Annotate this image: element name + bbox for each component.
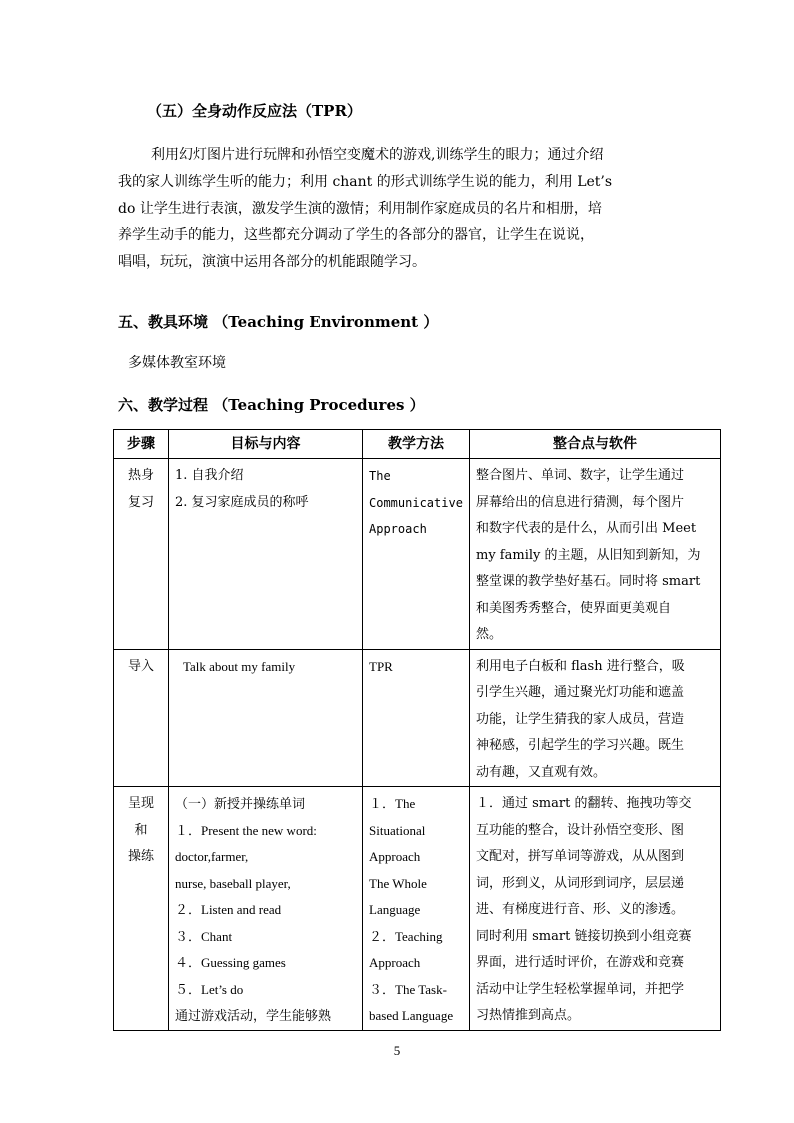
integration-line: １．通过 smart 的翻转、拖拽功等交 xyxy=(476,796,692,811)
method-line: １．The xyxy=(369,796,416,811)
page-number: 5 xyxy=(393,1043,401,1058)
integration-line: 利用电子白板和 flash 进行整合，吸 xyxy=(476,658,685,674)
tpr-line-5: 唱唱，玩玩，演演中运用各部分的机能跟随学习。 xyxy=(118,254,426,271)
method-line: Approach xyxy=(369,522,427,536)
header-integration: 整合点与软件 xyxy=(470,430,721,459)
tpr-line-1: 利用幻灯图片进行玩牌和孙悟空变魔术的游戏,训练学生的眼力；通过介绍 xyxy=(151,147,604,163)
table-row xyxy=(114,787,721,1031)
content-cell xyxy=(169,787,363,1031)
tpr-paragraph xyxy=(118,142,612,276)
integration-line: 互功能的整合，设计孙悟空变形、图 xyxy=(476,822,685,838)
content-line: nurse, baseball player, xyxy=(175,875,291,891)
content-line: 1. 自我介绍 xyxy=(175,468,244,483)
integration-line: 神秘感，引起学生的学习兴趣。既生 xyxy=(476,738,685,753)
integration-line: 功能，让学生猜我的家人成员，营造 xyxy=(476,711,685,727)
method-line: Language xyxy=(369,902,421,917)
content-line: Talk about my family xyxy=(183,658,296,674)
method-cell xyxy=(363,787,470,1031)
header-step: 步骤 xyxy=(114,430,169,459)
content-line: （一）新授并操练单词 xyxy=(175,796,306,811)
integration-line: 界面，进行适时评价，在游戏和竞赛 xyxy=(476,955,685,970)
tpr-line-2: 我的家人训练学生听的能力；利用 chant 的形式训练学生说的能力，利用 Let’s xyxy=(118,173,613,190)
method-line: The Whole xyxy=(369,875,427,891)
integration-cell xyxy=(470,787,721,1031)
method-line: Approach xyxy=(369,849,421,864)
method-line: TPR xyxy=(369,658,393,674)
integration-line: 屏幕给出的信息进行猜测，每个图片 xyxy=(476,494,685,510)
integration-line: 文配对，拼写单词等游戏，从从图到 xyxy=(476,849,685,864)
content-line: ４．Guessing games xyxy=(175,955,286,970)
section-procedures-title: 六、教学过程 （Teaching Procedures ） xyxy=(118,396,425,414)
section-environment-title: 五、教具环境 （Teaching Environment ） xyxy=(118,313,439,331)
step-cell xyxy=(114,787,169,1031)
method-line: Communicative xyxy=(369,495,463,510)
tpr-line-4: 养学生动手的能力，这些都充分调动了学生的各部分的器官，让学生在说说， xyxy=(118,227,594,244)
integration-line: 和美图秀秀整合，使界面更美观自 xyxy=(476,600,672,616)
method-line: ２．Teaching xyxy=(369,928,443,944)
step-text: 热身 xyxy=(127,468,154,483)
integration-line: 引学生兴趣，通过聚光灯功能和遮盖 xyxy=(476,685,685,700)
step-text: 操练 xyxy=(127,849,154,864)
integration-cell xyxy=(470,649,721,787)
header-content: 目标与内容 xyxy=(169,430,363,459)
method-line: Situational xyxy=(369,822,426,838)
procedures-table xyxy=(113,429,721,1031)
method-line: Approach xyxy=(369,955,421,970)
method-cell xyxy=(363,649,470,787)
header-method: 教学方法 xyxy=(363,430,470,459)
integration-line: 动有趣，又直观有效。 xyxy=(476,764,607,780)
content-line: ５．Let’s do xyxy=(175,981,244,997)
step-cell xyxy=(114,459,169,650)
step-text: 复习 xyxy=(127,494,154,510)
content-line: doctor,farmer, xyxy=(175,849,249,864)
integration-line: 进、有梯度进行音、形、义的渗透。 xyxy=(476,902,685,917)
table-header-row xyxy=(114,430,721,459)
method-line: The xyxy=(369,469,391,483)
content-line: １．Present the new word: xyxy=(175,822,317,838)
integration-line: my family 的主题，从旧知到新知，为 xyxy=(476,547,701,563)
method-cell xyxy=(363,459,470,650)
section-tpr-title: （五）全身动作反应法（TPR） xyxy=(147,102,362,120)
content-cell xyxy=(169,649,363,787)
table-row xyxy=(114,649,721,787)
table-row xyxy=(114,459,721,650)
integration-line: 习热情推到高点。 xyxy=(476,1008,581,1023)
content-cell xyxy=(169,459,363,650)
step-cell xyxy=(114,649,169,787)
method-line: ３．The Task- xyxy=(369,981,447,997)
tpr-line-3: do 让学生进行表演，激发学生演的激情；利用制作家庭成员的名片和相册，培 xyxy=(118,200,602,217)
integration-line: 活动中让学生轻松掌握单词，并把学 xyxy=(476,981,685,997)
step-text: 导入 xyxy=(127,658,154,674)
step-text: 呈现 xyxy=(127,796,154,811)
integration-line: 词，形到义，从词形到词序，层层递 xyxy=(476,875,685,891)
integration-line: 整合图片、单词、数字，让学生通过 xyxy=(476,468,685,483)
content-line: 通过游戏活动，学生能够熟 xyxy=(175,1008,332,1023)
integration-line: 同时利用 smart 链接切换到小组竞赛 xyxy=(476,928,692,944)
content-line: 2. 复习家庭成员的称呼 xyxy=(175,494,309,510)
integration-line: 整堂课的教学垫好基石。同时将 smart xyxy=(476,574,701,589)
integration-line: 然。 xyxy=(476,627,503,642)
integration-line: 和数字代表的是什么，从而引出 Meet xyxy=(476,521,697,536)
step-text: 和 xyxy=(134,822,148,838)
integration-cell xyxy=(470,459,721,650)
content-line: ２．Listen and read xyxy=(175,902,282,917)
content-line: ３．Chant xyxy=(175,928,233,944)
environment-content: 多媒体教室环境 xyxy=(128,355,226,371)
method-line: based Language xyxy=(369,1008,454,1023)
